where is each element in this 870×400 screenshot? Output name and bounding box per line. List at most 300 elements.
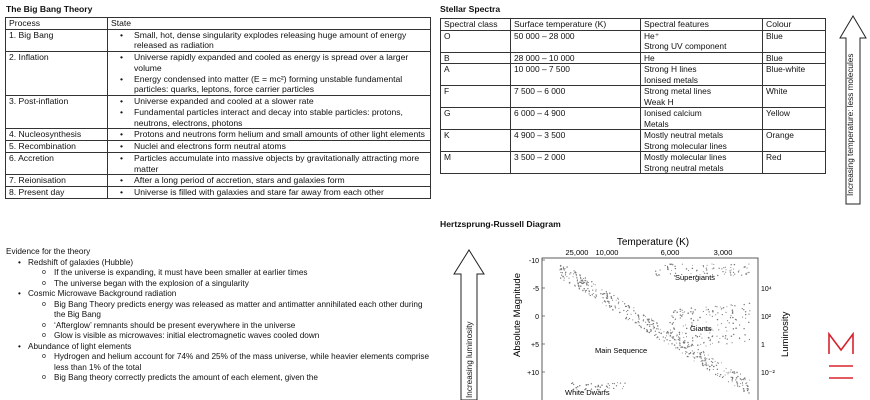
star-point [726,306,727,307]
star-point [706,309,707,310]
star-point [677,335,678,336]
star-point [721,323,722,324]
star-point [687,356,689,358]
star-point [711,263,712,264]
star-point [721,268,722,269]
star-point [749,303,750,304]
star-point [702,363,703,364]
stellar-spectra-title: Stellar Spectra [440,4,501,14]
star-point [728,381,729,382]
star-point [696,270,697,271]
star-point [744,390,745,391]
spectral-features [641,130,763,152]
brand-logo-icon [827,332,857,392]
star-point [717,373,718,374]
star-point [693,352,694,353]
star-point [736,372,737,373]
star-point [636,322,637,323]
star-point [623,386,624,387]
star-point [566,266,568,268]
evidence-title: Evidence for the theory [6,247,91,256]
star-point [618,302,619,303]
star-point [718,341,720,343]
star-point [683,325,684,326]
star-point [726,343,727,344]
star-point [742,382,743,383]
star-point [631,314,632,315]
star-point [674,328,675,329]
star-point [616,300,617,301]
star-point [675,319,676,320]
surface-temp: 6 000 – 4 900 [511,108,641,130]
star-point [577,280,578,281]
star-point [609,306,610,307]
star-point [713,369,714,370]
star-point [720,374,721,375]
star-point [723,267,724,268]
star-point [717,312,718,313]
star-point [580,285,581,286]
star-point [706,321,707,322]
star-point [679,337,681,339]
feature-line: He⁺ [644,30,660,41]
star-point [649,326,650,327]
star-point [573,273,574,274]
star-point [736,377,738,379]
evidence-point: o Hydrogen and helium account for 74% and 25% of the mass universe, while heavier elements comprise less than 1% of the total [42,352,436,373]
star-point [654,335,655,336]
star-point [747,390,749,392]
star-point [649,321,651,323]
star-point [733,334,734,335]
star-point [708,365,709,366]
star-point [725,327,726,328]
star-point [695,335,696,336]
star-point [596,289,597,290]
star-point [690,311,691,312]
star-point [718,329,719,330]
big-bang-title: The Big Bang Theory [6,4,93,14]
star-point [692,265,693,266]
star-point [606,386,608,388]
star-point [739,338,740,339]
star-point [656,328,657,329]
star-point [673,322,674,323]
star-point [679,334,680,335]
star-point [586,284,588,286]
star-point [723,307,724,308]
star-point [730,369,731,370]
star-point [731,264,732,265]
process-name: 6. Accretion [6,152,108,174]
y2-tick-label: 1 [761,342,765,349]
star-point [715,361,716,362]
star-point [653,326,654,327]
star-point [678,339,679,340]
star-point [582,281,583,282]
y2-ticks [761,286,775,377]
star-point [718,363,719,364]
star-point [732,305,733,306]
star-point [568,278,569,279]
star-point [709,359,710,360]
process-state [108,29,431,51]
star-point [687,346,688,347]
star-point [632,319,633,320]
feature-line: Strong metal lines [644,86,712,97]
star-point [665,337,666,338]
star-point [730,267,731,268]
process-row [6,175,431,187]
star-point [709,369,710,370]
star-point [682,346,684,348]
star-point [749,380,750,381]
star-point [709,340,711,342]
star-point [587,288,588,289]
star-point [692,340,693,341]
big-bang-table-wrap [5,17,431,199]
col-header-temp: Surface temperature (K) [511,19,641,31]
star-point [657,275,658,276]
star-point [682,312,683,313]
star-point [712,358,713,359]
star-point [648,319,649,320]
star-point [581,280,582,281]
star-point [669,322,670,323]
star-point [676,343,677,344]
process-row [6,129,431,141]
star-point [590,295,591,296]
star-point [612,383,613,384]
star-point [732,381,733,382]
star-point [564,277,565,278]
star-point [725,337,726,338]
star-point [627,314,628,315]
star-point [742,383,743,384]
star-point [706,363,707,364]
star-point [706,269,707,270]
star-point [688,346,689,347]
star-point [651,318,652,319]
stellar-table-wrap [440,18,826,174]
star-point [666,339,667,340]
star-point [697,320,698,321]
star-point [663,331,664,332]
process-row [6,187,431,199]
surface-temp: 4 900 – 3 500 [511,130,641,152]
star-point [573,270,574,271]
y2-tick-label: 10⁴ [761,286,772,293]
star-point [713,264,714,265]
col-header-state: State [108,18,431,30]
region-label-white-dwarfs: White Dwarfs [565,388,610,397]
star-point [741,379,742,380]
star-point [733,371,734,372]
feature-line: Ionised metals [644,74,698,85]
process-state [108,175,431,187]
spectral-features [641,30,763,52]
y2-axis-label: Luminosity [780,311,791,357]
star-point [575,272,577,274]
star-point [708,355,709,356]
star-point [668,333,669,334]
star-point [638,322,639,323]
star-point [613,388,614,389]
star-point [675,340,676,341]
spectral-row [441,130,826,152]
star-point [601,384,603,386]
star-point [687,345,688,346]
star-point [719,338,720,339]
process-state [108,52,431,96]
process-state [108,152,431,174]
star-point [748,264,749,265]
state-bullet: • Particles accumulate into massive objects by gravitationally attracting more matter [124,153,427,174]
star-point [712,311,714,313]
star-point [667,266,668,267]
star-point [703,351,704,352]
star-point [745,383,746,384]
star-point [721,308,722,309]
star-point [666,332,667,333]
spectral-features [641,108,763,130]
star-point [606,305,607,306]
spectral-class: G [441,108,511,130]
spectral-class: K [441,130,511,152]
evidence-section [6,247,436,384]
star-point [613,295,614,296]
star-colour: Blue [763,30,826,52]
star-point [748,322,749,323]
star-point [702,360,703,361]
star-point [682,332,683,333]
star-point [703,352,704,353]
star-point [730,372,731,373]
star-point [745,379,746,380]
star-point [604,293,605,294]
star-point [733,373,734,374]
star-point [742,317,743,318]
star-point [692,268,694,270]
star-point [647,324,649,326]
star-point [724,274,725,275]
evidence-point: o The universe began with the explosion of a singularity [42,279,436,290]
star-point [626,311,627,312]
spectral-class: B [441,52,511,64]
star-point [715,374,716,375]
star-point [730,274,731,275]
star-point [696,356,697,357]
star-point [645,316,646,317]
star-point [735,379,736,380]
star-point [582,279,583,280]
col-header-colour: Colour [763,19,826,31]
evidence-item [18,342,436,384]
star-point [728,372,729,373]
star-point [664,340,665,341]
star-point [693,320,694,321]
y2-tick-label: 10² [761,314,772,321]
star-point [706,267,707,268]
star-point [679,349,680,350]
star-point [699,356,701,358]
star-point [745,314,746,315]
evidence-item [18,258,436,290]
star-point [749,339,750,340]
star-point [617,298,618,299]
star-point [601,289,602,290]
star-point [699,317,701,319]
star-point [681,346,682,347]
star-point [656,337,657,338]
star-point [742,308,743,309]
star-point [644,328,645,329]
star-point [614,305,615,306]
star-point [707,368,708,369]
star-point [719,376,720,377]
star-point [591,286,592,287]
region-label-giants: Giants [690,324,712,333]
star-point [721,362,722,363]
star-point [685,351,686,352]
process-row [6,141,431,153]
star-point [719,268,720,269]
star-point [651,320,652,321]
star-point [725,335,727,337]
star-point [595,284,596,285]
spectral-features [641,152,763,174]
star-point [739,386,740,387]
star-point [733,272,734,273]
star-point [709,370,710,371]
star-point [668,269,669,270]
star-point [560,268,561,269]
spectral-row [441,86,826,108]
star-point [692,337,693,338]
state-bullet: • Universe rapidly expanded and cooled as energy is spread over a larger volume [124,52,427,73]
star-point [725,272,726,273]
star-point [579,385,580,386]
star-point [566,276,567,277]
star-point [565,272,566,273]
top-tick-label: 10,000 [595,248,619,257]
star-point [746,385,747,386]
star-point [716,306,717,307]
star-point [695,309,696,310]
star-point [586,385,587,386]
star-point [717,369,718,370]
star-point [577,283,579,285]
star-point [600,293,601,294]
star-point [656,274,657,275]
star-point [747,268,748,269]
star-point [682,264,683,265]
star-point [690,318,692,320]
star-point [672,331,673,332]
star-point [685,353,686,354]
star-point [704,364,705,365]
star-point [650,331,651,332]
star-point [610,296,612,298]
star-point [660,329,661,330]
star-point [626,306,627,307]
star-point [679,343,681,345]
star-point [725,267,726,268]
star-point [741,274,742,275]
star-point [638,316,639,317]
star-point [563,268,565,270]
star-point [675,268,676,269]
star-point [585,292,586,293]
star-point [712,268,713,269]
star-point [687,342,689,344]
star-point [703,360,704,361]
star-point [573,276,574,277]
star-point [635,322,636,323]
star-point [624,383,625,384]
star-point [699,336,700,337]
star-point [709,311,710,312]
star-point [633,310,634,311]
star-point [740,383,741,384]
star-point [658,328,659,329]
star-point [722,271,723,272]
star-point [673,311,675,313]
star-point [738,271,739,272]
star-point [707,265,708,266]
star-point [679,342,680,343]
star-point [733,328,734,329]
feature-line: He [644,52,655,63]
feature-line: Strong molecular lines [644,140,727,151]
star-point [641,327,642,328]
star-point [660,269,661,270]
star-point [576,275,577,276]
star-point [700,334,701,335]
star-point [582,290,583,291]
star-point [655,331,656,332]
star-point [671,270,672,271]
star-point [740,378,742,380]
star-point [737,385,739,387]
star-point [691,344,692,345]
star-point [658,275,659,276]
star-point [712,316,713,317]
star-point [724,371,725,372]
star-point [713,366,715,368]
star-point [748,313,749,314]
star-point [649,324,650,325]
star-point [709,366,711,368]
surface-temp: 7 500 – 6 000 [511,86,641,108]
star-point [693,357,694,358]
star-point [730,271,731,272]
feature-line: Strong UV component [644,41,727,52]
star-point [697,352,698,353]
luminosity-arrow-label: Increasing luminosity [465,321,474,398]
star-point [691,345,693,347]
process-name: 8. Present day [6,187,108,199]
process-state [108,141,431,153]
col-header-process: Process [6,18,108,30]
star-point [703,265,704,266]
star-point [655,271,656,272]
star-point [638,321,639,322]
star-point [688,344,689,345]
star-point [560,272,561,273]
spectral-row [441,30,826,52]
star-point [619,312,621,314]
